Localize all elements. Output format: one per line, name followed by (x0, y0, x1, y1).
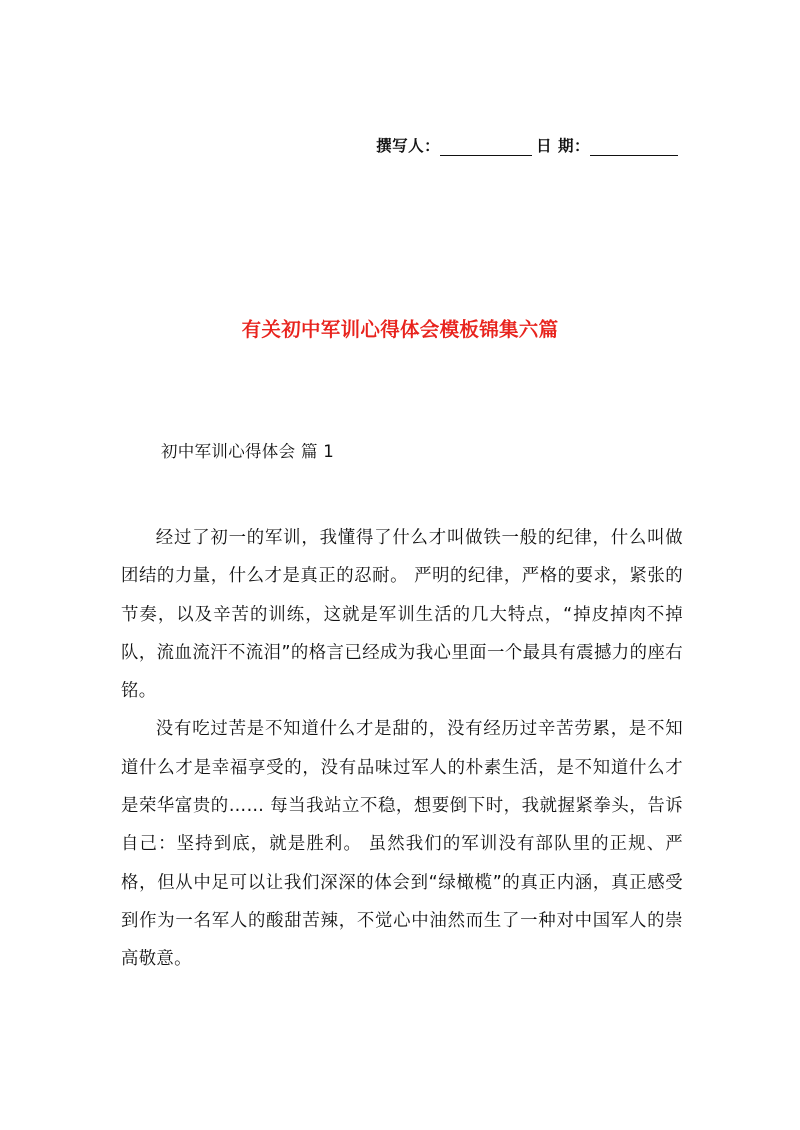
body-text (121, 519, 683, 979)
paragraph-2: 没有吃过苦是不知道什么才是甜的，没有经历过辛苦劳累，是不知道什么才是幸福享受的，没有品味过军人的朴素生活，是不知道什么才是荣华富贵的…… 每当我站立不稳，想要倒下时，我就握紧拳头，告诉自己：坚持到底，就是胜利。 虽然我们的军训没有部队里的正规、严格，但从中足可以让我们深深的体会到“绿橄榄”的真正内涵，真正感受到作为一名军人的酸甜苦辣，不觉心中油然而生了一种对中国军人的崇高敬意。 (121, 719, 683, 970)
date-blank-line (590, 138, 678, 156)
paragraph-1: 经过了初一的军训，我懂得了什么才叫做铁一般的纪律，什么叫做团结的力量，什么才是真正的忍耐。 严明的纪律，严格的要求，紧张的节奏，以及辛苦的训练，这就是军训生活的几大特点，“掉皮掉肉不掉队，流血流汗不流泪”的格言已经成为我心里面一个最具有震撼力的座右铭。 (121, 528, 683, 702)
author-date-line (376, 137, 680, 156)
date-label: 日 期： (536, 137, 590, 155)
author-blank-line (440, 138, 532, 156)
document-title: 有关初中军训心得体会模板锦集六篇 (241, 318, 559, 341)
section-heading: 初中军训心得体会 篇 1 (161, 442, 335, 461)
author-label: 撰写人： (376, 137, 441, 155)
